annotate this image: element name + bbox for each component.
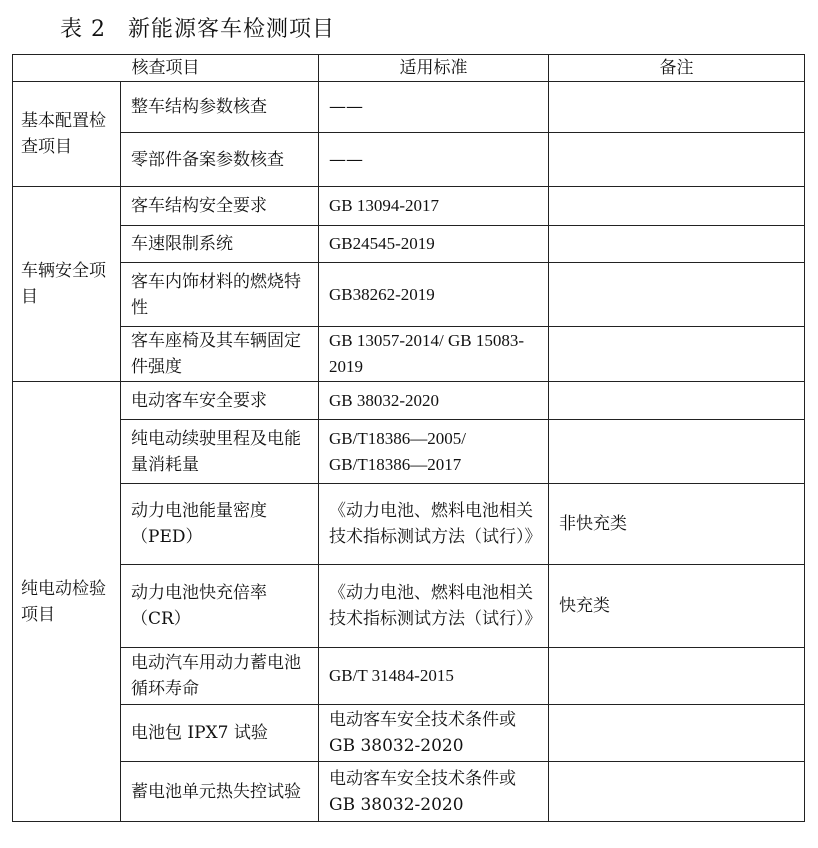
standard-cell: GB24545-2019 <box>319 226 549 263</box>
note-cell <box>549 133 805 187</box>
note-cell: 快充类 <box>549 565 805 648</box>
item-cell: 客车内饰材料的燃烧特性 <box>121 263 319 327</box>
table-row <box>13 82 805 133</box>
table-row <box>13 648 805 705</box>
note-cell <box>549 762 805 822</box>
standard-cell: GB 13094-2017 <box>319 187 549 226</box>
standard-cell: GB/T 31484-2015 <box>319 648 549 705</box>
standard-cell: GB 13057-2014/ GB 15083-2019 <box>319 327 549 382</box>
note-cell: 非快充类 <box>549 484 805 565</box>
item-cell: 电动客车安全要求 <box>121 382 319 420</box>
item-cell: 整车结构参数核查 <box>121 82 319 133</box>
table-row <box>13 382 805 420</box>
item-cell: 动力电池快充倍率（CR） <box>121 565 319 648</box>
note-cell <box>549 327 805 382</box>
table-row <box>13 420 805 484</box>
table-row <box>13 133 805 187</box>
table-row <box>13 327 805 382</box>
note-cell <box>549 263 805 327</box>
standard-cell: —— <box>319 82 549 133</box>
standard-cell: —— <box>319 133 549 187</box>
item-cell: 蓄电池单元热失控试验 <box>121 762 319 822</box>
table-row <box>13 263 805 327</box>
table-row <box>13 565 805 648</box>
item-cell: 零部件备案参数核查 <box>121 133 319 187</box>
note-cell <box>549 382 805 420</box>
table-row <box>13 187 805 226</box>
item-cell: 动力电池能量密度（PED） <box>121 484 319 565</box>
item-cell: 电动汽车用动力蓄电池循环寿命 <box>121 648 319 705</box>
item-cell: 车速限制系统 <box>121 226 319 263</box>
item-cell: 客车座椅及其车辆固定件强度 <box>121 327 319 382</box>
item-cell: 客车结构安全要求 <box>121 187 319 226</box>
note-cell <box>549 187 805 226</box>
group-name: 车辆安全项目 <box>13 187 121 382</box>
table-row <box>13 484 805 565</box>
note-cell <box>549 82 805 133</box>
standard-cell: GB/T18386—2005/ GB/T18386—2017 <box>319 420 549 484</box>
standard-cell: 《动力电池、燃料电池相关技术指标测试方法（试行）》 <box>319 484 549 565</box>
header-item: 核查项目 <box>13 55 319 82</box>
item-cell: 电池包 IPX7 试验 <box>121 705 319 762</box>
item-cell: 纯电动续驶里程及电能量消耗量 <box>121 420 319 484</box>
table-title: 新能源客车检测项目 <box>128 17 336 42</box>
group-name: 基本配置检查项目 <box>13 82 121 187</box>
header-row <box>13 55 805 82</box>
standard-cell: 《动力电池、燃料电池相关技术指标测试方法（试行）》 <box>319 565 549 648</box>
note-cell <box>549 226 805 263</box>
standard-cell: 电动客车安全技术条件或 GB 38032-2020 <box>319 705 549 762</box>
inspection-items-table <box>12 54 805 822</box>
table-row <box>13 705 805 762</box>
group-name: 纯电动检验项目 <box>13 382 121 822</box>
table-caption <box>60 12 335 43</box>
table-number: 表 2 <box>60 17 106 42</box>
standard-cell: GB38262-2019 <box>319 263 549 327</box>
table-row <box>13 762 805 822</box>
table-row <box>13 226 805 263</box>
header-note: 备注 <box>549 55 805 82</box>
note-cell <box>549 648 805 705</box>
note-cell <box>549 705 805 762</box>
header-standard: 适用标准 <box>319 55 549 82</box>
standard-cell: 电动客车安全技术条件或 GB 38032-2020 <box>319 762 549 822</box>
note-cell <box>549 420 805 484</box>
standard-cell: GB 38032-2020 <box>319 382 549 420</box>
